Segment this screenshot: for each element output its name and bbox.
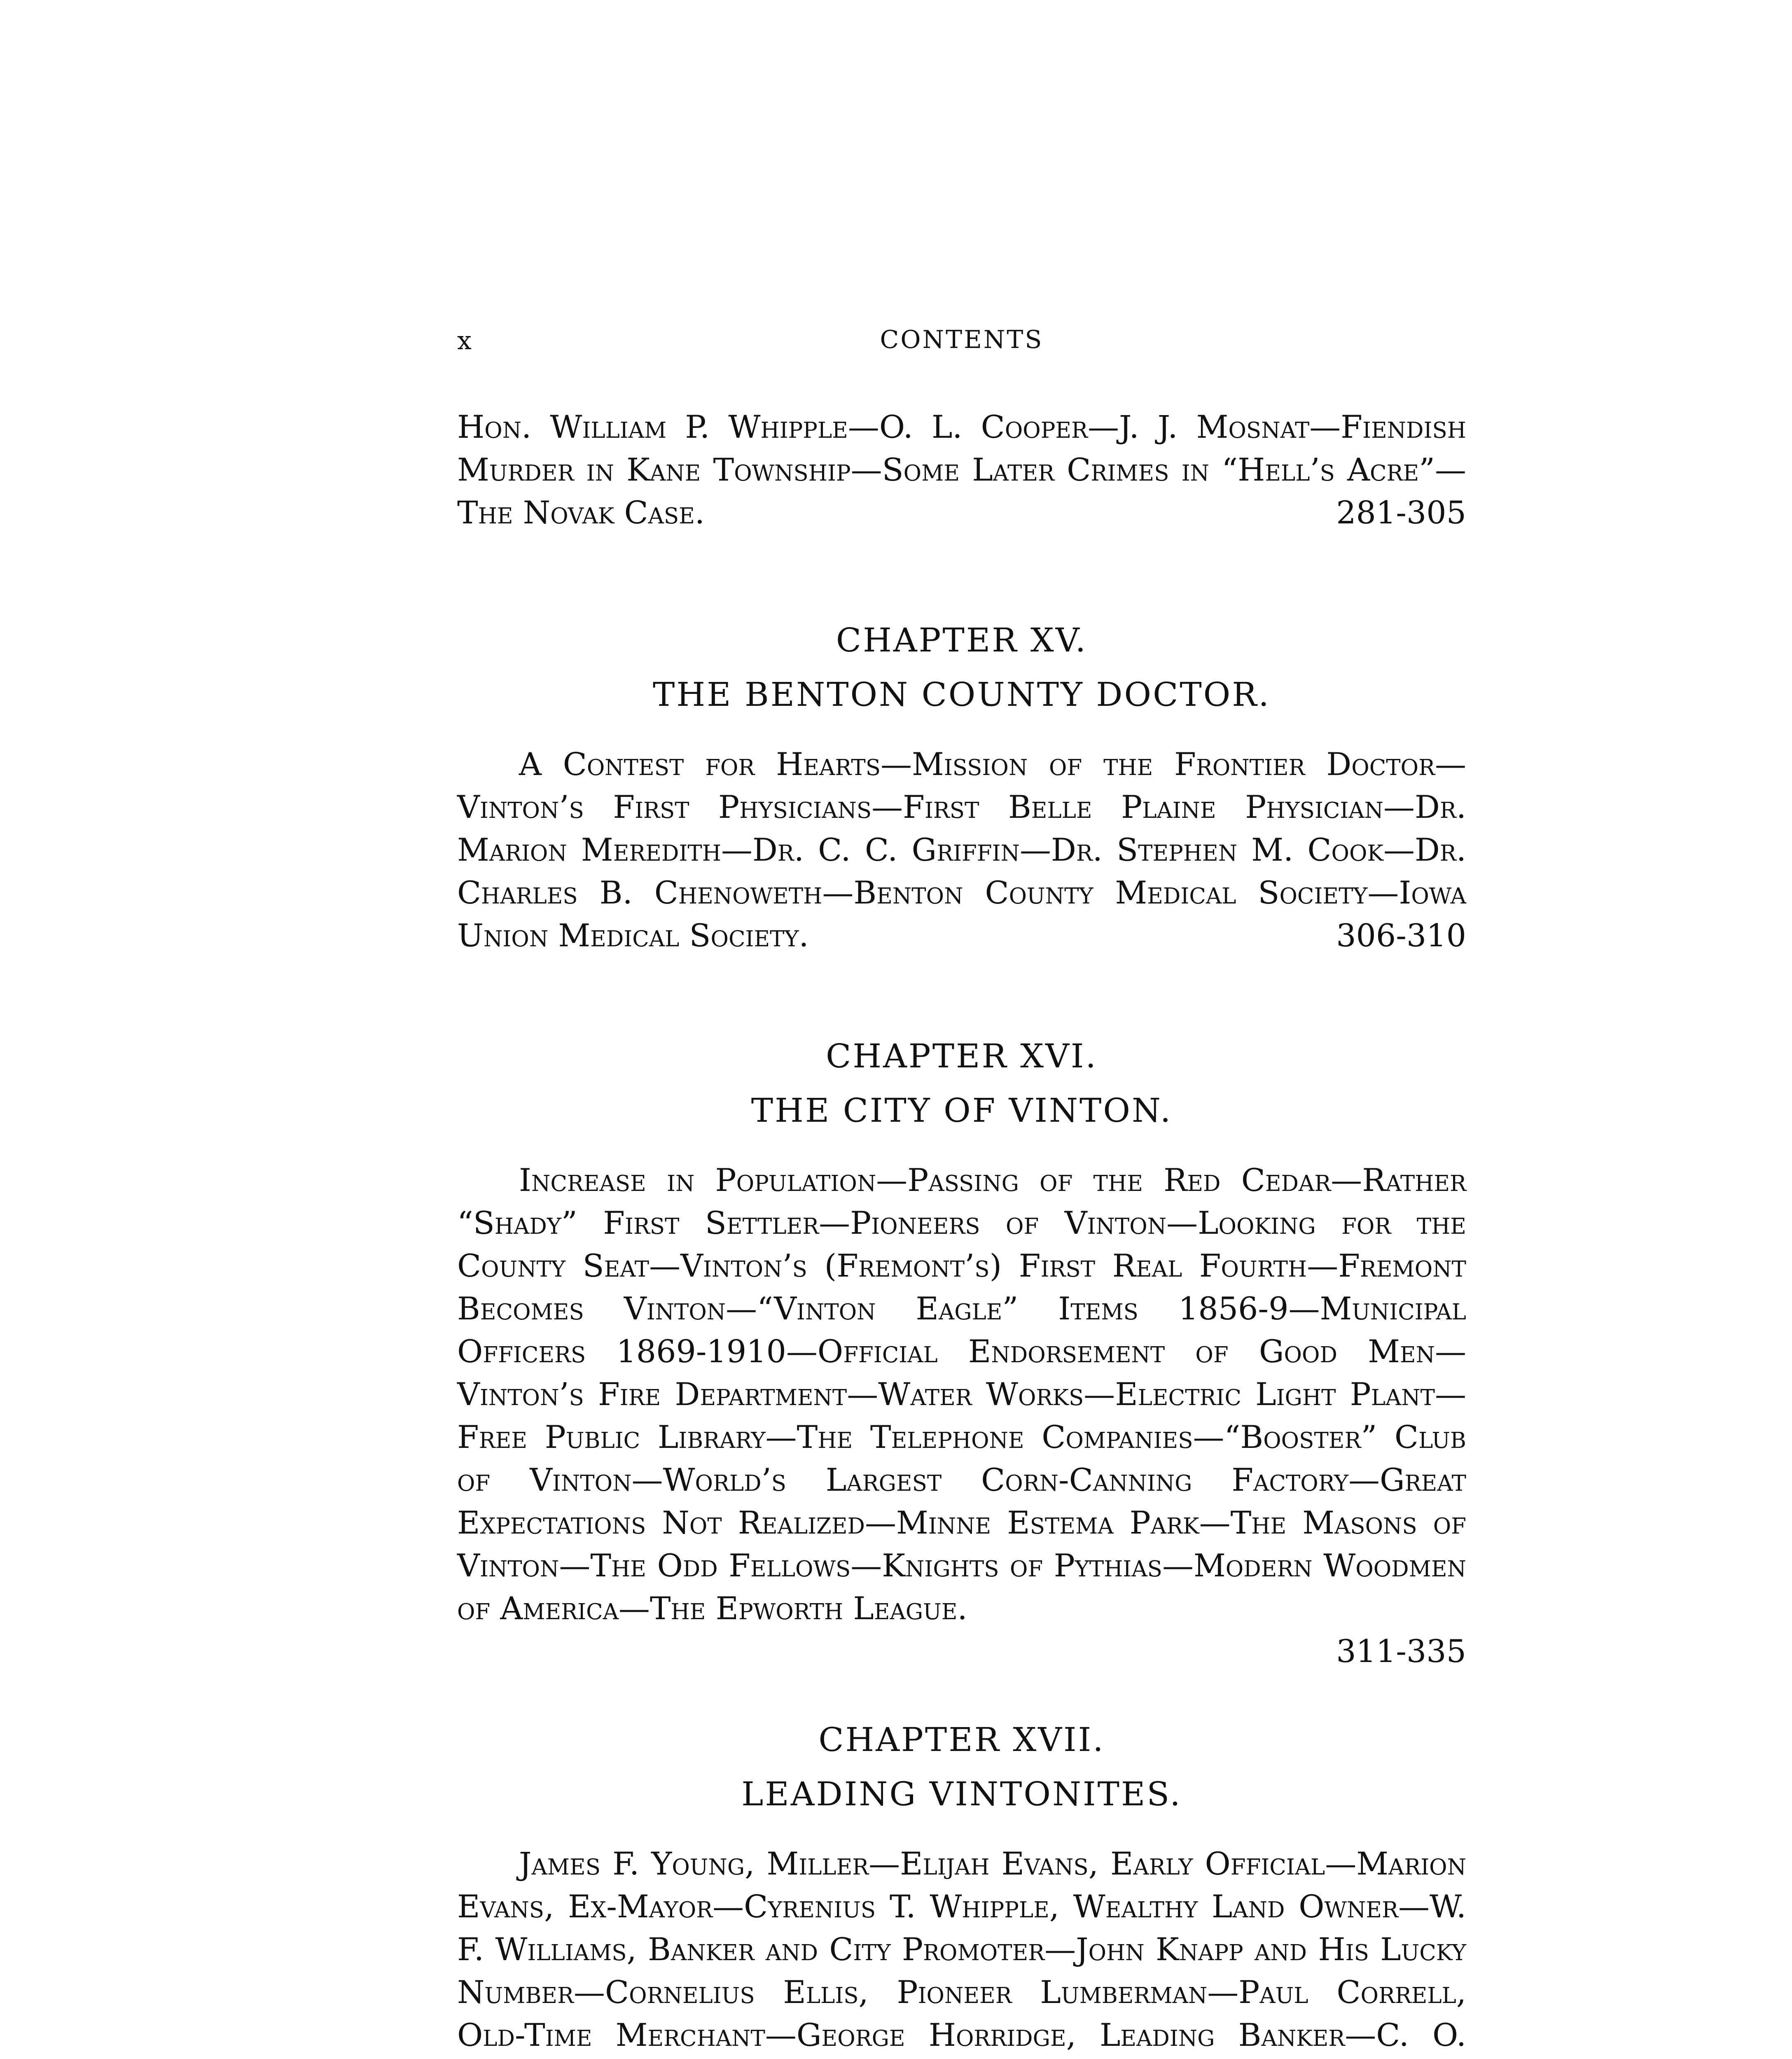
chapter-summary-text: A Contest for Hearts—Mission of the Frontier Doctor—Vinton’s First Physicians—First Belle Plaine Physician—Dr. Marion Meredith—Dr. C. C. Griffin—Dr. Stephen M. Cook—Dr. Charles B. Chenoweth—Benton County Medical Society—Iowa Union Medical Society.	[457, 746, 1466, 954]
chapter-summary	[457, 1159, 1466, 1673]
continued-entry-text: Hon. William P. Whipple—O. L. Cooper—J. J. Mosnat—Fiendish Murder in Kane Township—Some Later Crimes in “Hell’s Acre”—The Novak Case.	[457, 409, 1466, 531]
running-head	[457, 325, 1466, 371]
chapter-summary	[457, 743, 1466, 957]
chapter-summary	[457, 1842, 1466, 2059]
chapter-pages: 306-310	[1336, 917, 1466, 954]
running-head-title: CONTENTS	[880, 325, 1044, 354]
chapter-xvi-block	[457, 1034, 1466, 1673]
continued-entry	[457, 406, 1466, 534]
chapter-title: LEADING VINTONITES.	[741, 1775, 1182, 1813]
chapter-pages: 311-335	[1336, 1633, 1466, 1669]
continued-entry-block	[457, 406, 1466, 534]
chapter-number: CHAPTER XV.	[836, 621, 1088, 659]
chapter-summary-text: James F. Young, Miller—Elijah Evans, Early Official—Marion Evans, Ex-Mayor—Cyrenius T. Whipple, Wealthy Land Owner—W. F. Williams, Banker and City Promoter—John Knapp and His Lucky Number—Cornelius Ellis, Pioneer Lumberman—Paul Correll, Old-Time Merchant—George Horridge, Leading Banker—C. O.	[457, 1845, 1466, 2053]
chapter-xv-block	[457, 618, 1466, 957]
chapter-title: THE CITY OF VINTON.	[751, 1091, 1173, 1130]
page-folio: x	[457, 325, 473, 355]
chapter-number: CHAPTER XVII.	[818, 1721, 1105, 1759]
chapter-number: CHAPTER XVI.	[826, 1037, 1098, 1075]
continued-entry-pages: 281-305	[1336, 494, 1466, 531]
chapter-summary-text: Increase in Population—Passing of the Red Cedar—Rather “Shady” First Settler—Pioneers of Vinton—Looking for the County Seat—Vinton’s (Fremont’s) First Real Fourth—Fremont Becomes Vinton—“Vinton Eagle” Items 1856-9—Municipal Officers 1869-1910—Official Endorsement of Good Men—Vinton’s Fire Department—Water Works—Electric Light Plant—Free Public Library—The Telephone Companies—“Booster” Club of Vinton—World’s Largest Corn-Canning Factory—Great Expectations Not Realized—Minne Estema Park—The Masons of Vinton—The Odd Fellows—Knights of Pythias—Modern Woodmen of America—The Epworth League.	[457, 1162, 1466, 1627]
chapter-xvii-block	[457, 1717, 1466, 2059]
chapter-title: THE BENTON COUNTY DOCTOR.	[653, 675, 1271, 714]
